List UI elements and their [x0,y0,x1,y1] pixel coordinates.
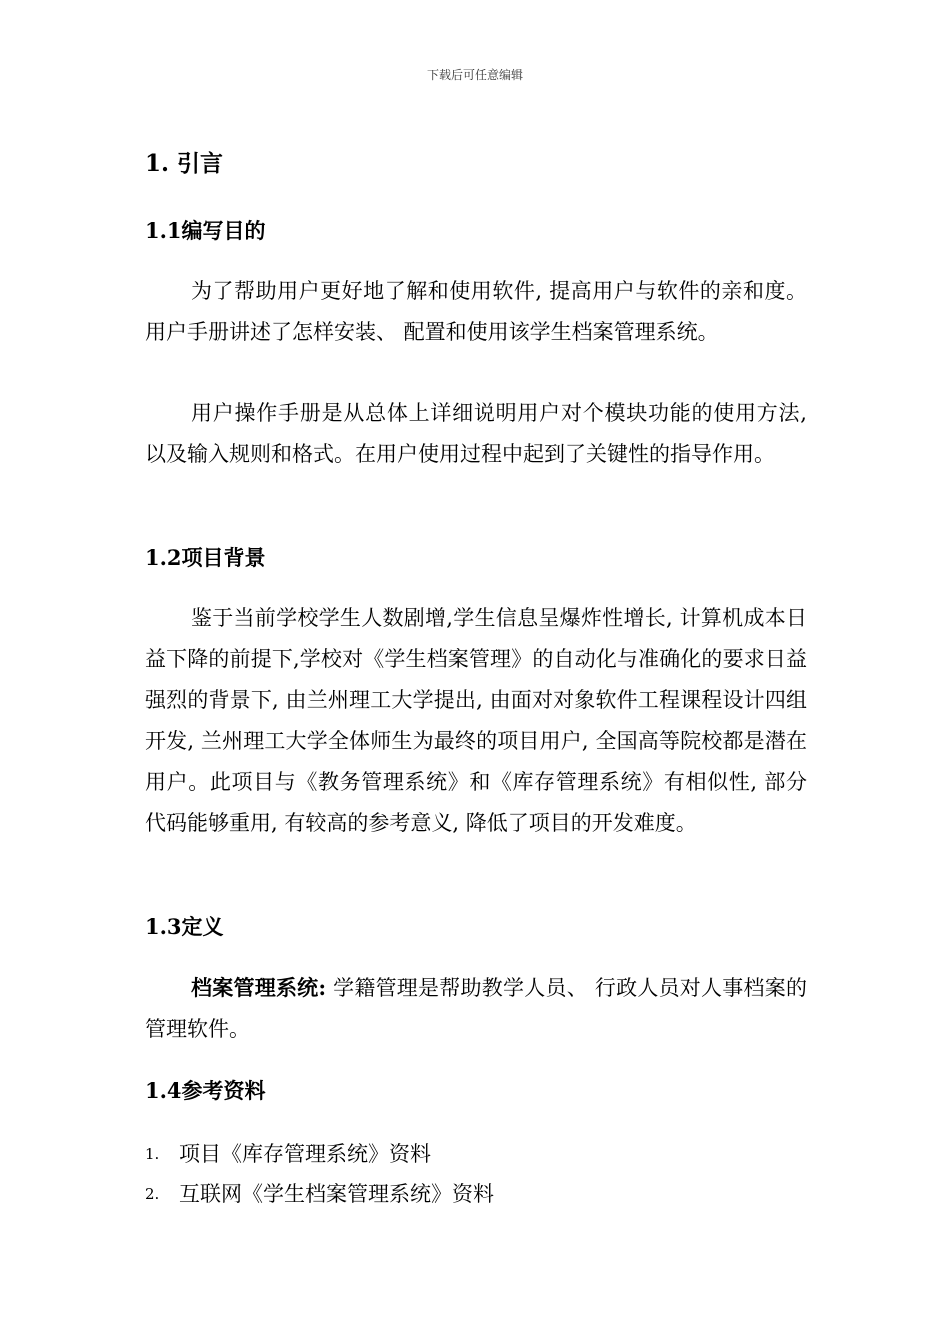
section-title-references: 1.4参考资料 [145,1078,266,1103]
section-title-intro: 1. 引言 [145,150,224,177]
section-title-purpose: 1.1编写目的 [145,218,266,243]
purpose-paragraph-1: 为了帮助用户更好地了解和使用软件, 提高用户与软件的亲和度。用户手册讲述了怎样安装、 配置和使用该学生档案管理系统。 [145,279,807,344]
background-paragraph: 鉴于当前学校学生人数剧增,学生信息呈爆炸性增长, 计算机成本日益下降的前提下,学校对《学生档案管理》的自动化与准确化的要求日益强烈的背景下, 由兰州理工大学提出, 由面对对象软件工程课程设计四组开发, 兰州理工大学全体师生为最终的项目用户, 全国高等院校都是潜在用户。此项目与《教务管理系统》和《库存管理系统》有相似性, 部分代码能够重用, 有较高的参考意义, 降低了项目的开发难度。 [145,606,807,835]
references-list [145,1134,494,1214]
definition-text: 学籍管理是帮助教学人员、 行政人员对人事档案的管理软件。 [145,976,807,1041]
purpose-paragraph-2: 用户操作手册是从总体上详细说明用户对个模块功能的使用方法, 以及输入规则和格式。在用户使用过程中起到了关键性的指导作用。 [145,401,807,466]
definition-paragraph [145,967,807,1050]
list-item-number: 1. [145,1145,160,1163]
section-title-background: 1.2项目背景 [145,545,266,570]
list-item [145,1134,494,1174]
definition-term: 档案管理系统: [191,975,327,1000]
list-item-text: 互联网《学生档案管理系统》资料 [179,1182,494,1206]
list-item [145,1174,494,1214]
list-item-text: 项目《库存管理系统》资料 [179,1142,431,1166]
section-title-definition: 1.3定义 [145,914,224,939]
list-item-number: 2. [145,1185,160,1203]
page-header: 下载后可任意编辑 [426,68,523,82]
